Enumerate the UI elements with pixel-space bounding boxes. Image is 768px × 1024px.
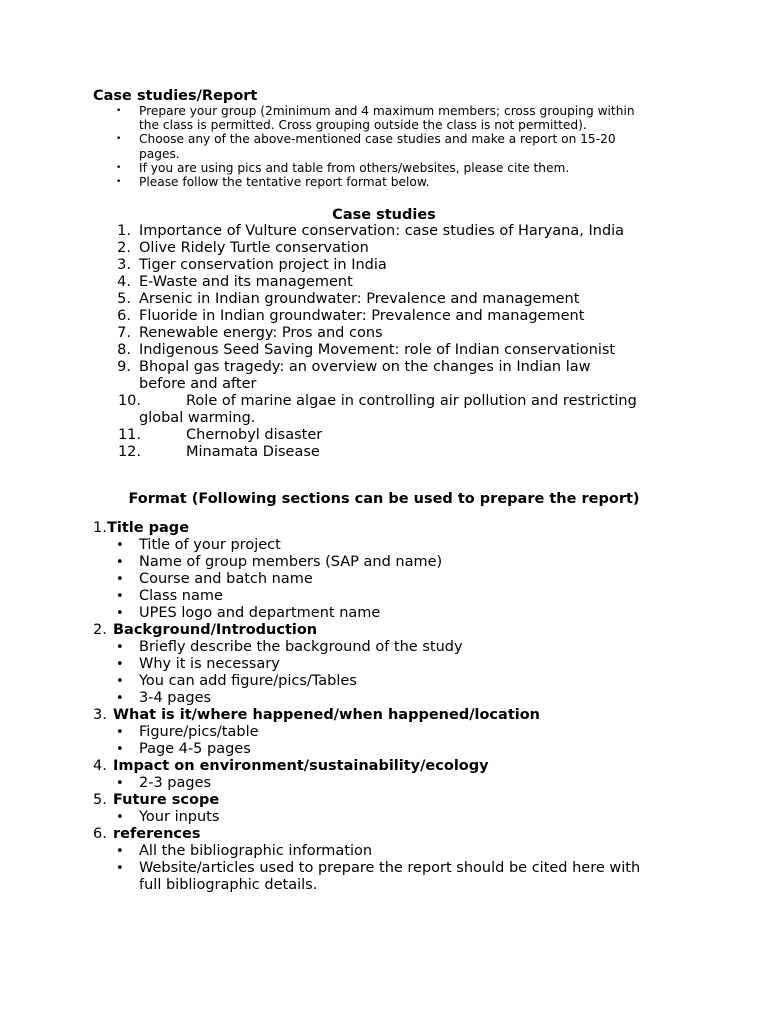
section-bullet-text: Name of group members (SAP and name) bbox=[139, 554, 443, 570]
instruction-text: Please follow the tentative report format below. bbox=[139, 175, 430, 189]
bullet-dot: • bbox=[116, 776, 124, 791]
case-number: 6. bbox=[117, 308, 131, 324]
case-number: 3. bbox=[117, 257, 131, 273]
bullet-dot: • bbox=[116, 742, 124, 757]
instruction-text: pages. bbox=[139, 146, 180, 161]
bullet-dot: • bbox=[116, 106, 122, 116]
case-studies-heading: Case studies bbox=[332, 207, 436, 223]
case-number: 2. bbox=[117, 240, 131, 256]
section-bullet-text: Website/articles used to prepare the report should be cited here with bbox=[139, 860, 641, 876]
bullet-dot: • bbox=[116, 606, 124, 621]
bullet-dot: • bbox=[116, 555, 124, 570]
section-bullet-text: UPES logo and department name bbox=[139, 605, 381, 621]
section-title: Future scope bbox=[113, 792, 220, 808]
section-bullet-text: full bibliographic details. bbox=[139, 877, 318, 893]
section-number: 6. bbox=[93, 826, 107, 842]
section-bullet-text: Class name bbox=[139, 588, 223, 604]
instruction-text: Prepare your group (2minimum and 4 maximum members; cross grouping within bbox=[139, 104, 635, 118]
case-number: 11. bbox=[117, 427, 141, 443]
case-study-text: Importance of Vulture conservation: case studies of Haryana, India bbox=[139, 223, 625, 239]
case-number: 12. bbox=[117, 444, 141, 460]
bullet-dot: • bbox=[116, 572, 124, 587]
section-bullet-text: You can add figure/pics/Tables bbox=[139, 673, 357, 689]
case-study-text: Tiger conservation project in India bbox=[139, 257, 387, 273]
section-bullet-text: Your inputs bbox=[139, 809, 220, 825]
case-number: 1. bbox=[117, 223, 131, 239]
bullet-dot: • bbox=[116, 657, 124, 672]
bullet-dot: • bbox=[116, 861, 124, 876]
case-study-text: Bhopal gas tragedy: an overview on the changes in Indian law bbox=[139, 359, 591, 375]
bullet-dot: • bbox=[116, 589, 124, 604]
case-study-text: Chernobyl disaster bbox=[186, 427, 323, 443]
section-bullet-text: All the bibliographic information bbox=[139, 843, 373, 859]
section-number: 5. bbox=[93, 792, 107, 808]
case-study-text: Renewable energy: Pros and cons bbox=[139, 325, 383, 341]
section-bullet-text: 2-3 pages bbox=[139, 775, 212, 791]
section-title: references bbox=[113, 826, 201, 842]
bullet-dot: • bbox=[116, 674, 124, 689]
case-number: 5. bbox=[117, 291, 131, 307]
bullet-dot: • bbox=[116, 691, 124, 706]
section-bullet-text: Title of your project bbox=[139, 537, 281, 553]
section-number: 1. bbox=[93, 520, 107, 536]
bullet-dot: • bbox=[116, 640, 124, 655]
section-title: What is it/where happened/when happened/location bbox=[113, 707, 540, 723]
case-study-text: Role of marine algae in controlling air pollution and restricting bbox=[186, 393, 637, 409]
case-number: 7. bbox=[117, 325, 131, 341]
section-bullet-text: 3-4 pages bbox=[139, 690, 212, 706]
case-number: 9. bbox=[117, 359, 131, 375]
case-study-text: E-Waste and its management bbox=[139, 274, 353, 290]
instruction-text: If you are using pics and table from others/websites, please cite them. bbox=[139, 160, 570, 175]
section-number: 2. bbox=[93, 622, 107, 638]
case-study-text: Indigenous Seed Saving Movement: role of Indian conservationist bbox=[139, 342, 616, 358]
section-bullet-text: Course and batch name bbox=[139, 571, 313, 587]
case-number: 4. bbox=[117, 274, 131, 290]
bullet-dot: • bbox=[116, 844, 124, 859]
bullet-dot: • bbox=[116, 134, 122, 145]
case-number: 8. bbox=[117, 342, 131, 358]
format-heading: Format (Following sections can be used to prepare the report) bbox=[128, 491, 640, 507]
instruction-text: Choose any of the above-mentioned case studies and make a report on 15-20 bbox=[139, 132, 616, 147]
section-title: Title page bbox=[107, 520, 190, 536]
section-bullet-text: Why it is necessary bbox=[139, 656, 280, 672]
case-study-text: Minamata Disease bbox=[186, 444, 320, 460]
bullet-dot: • bbox=[116, 177, 122, 187]
section-bullet-text: Page 4-5 pages bbox=[139, 741, 251, 757]
section-title: Background/Introduction bbox=[113, 622, 318, 638]
instruction-text: the class is permitted. Cross grouping outside the class is not permitted). bbox=[139, 118, 587, 133]
case-study-text: before and after bbox=[139, 376, 257, 392]
case-number: 10. bbox=[117, 393, 141, 409]
case-study-text: Arsenic in Indian groundwater: Prevalence and management bbox=[139, 291, 580, 307]
section-number: 4. bbox=[93, 758, 107, 774]
case-study-text: global warming. bbox=[139, 410, 256, 426]
section-bullet-text: Briefly describe the background of the study bbox=[139, 639, 463, 655]
bullet-dot: • bbox=[116, 162, 122, 173]
section-title: Impact on environment/sustainability/ecology bbox=[113, 758, 489, 774]
section-bullet-text: Figure/pics/table bbox=[139, 724, 259, 740]
section-number: 3. bbox=[93, 707, 107, 723]
bullet-dot: • bbox=[116, 725, 124, 740]
bullet-dot: • bbox=[116, 810, 124, 825]
report-title: Case studies/Report bbox=[93, 88, 258, 104]
bullet-dot: • bbox=[116, 538, 124, 553]
case-study-text: Olive Ridely Turtle conservation bbox=[139, 240, 369, 256]
case-study-text: Fluoride in Indian groundwater: Prevalence and management bbox=[139, 308, 585, 324]
